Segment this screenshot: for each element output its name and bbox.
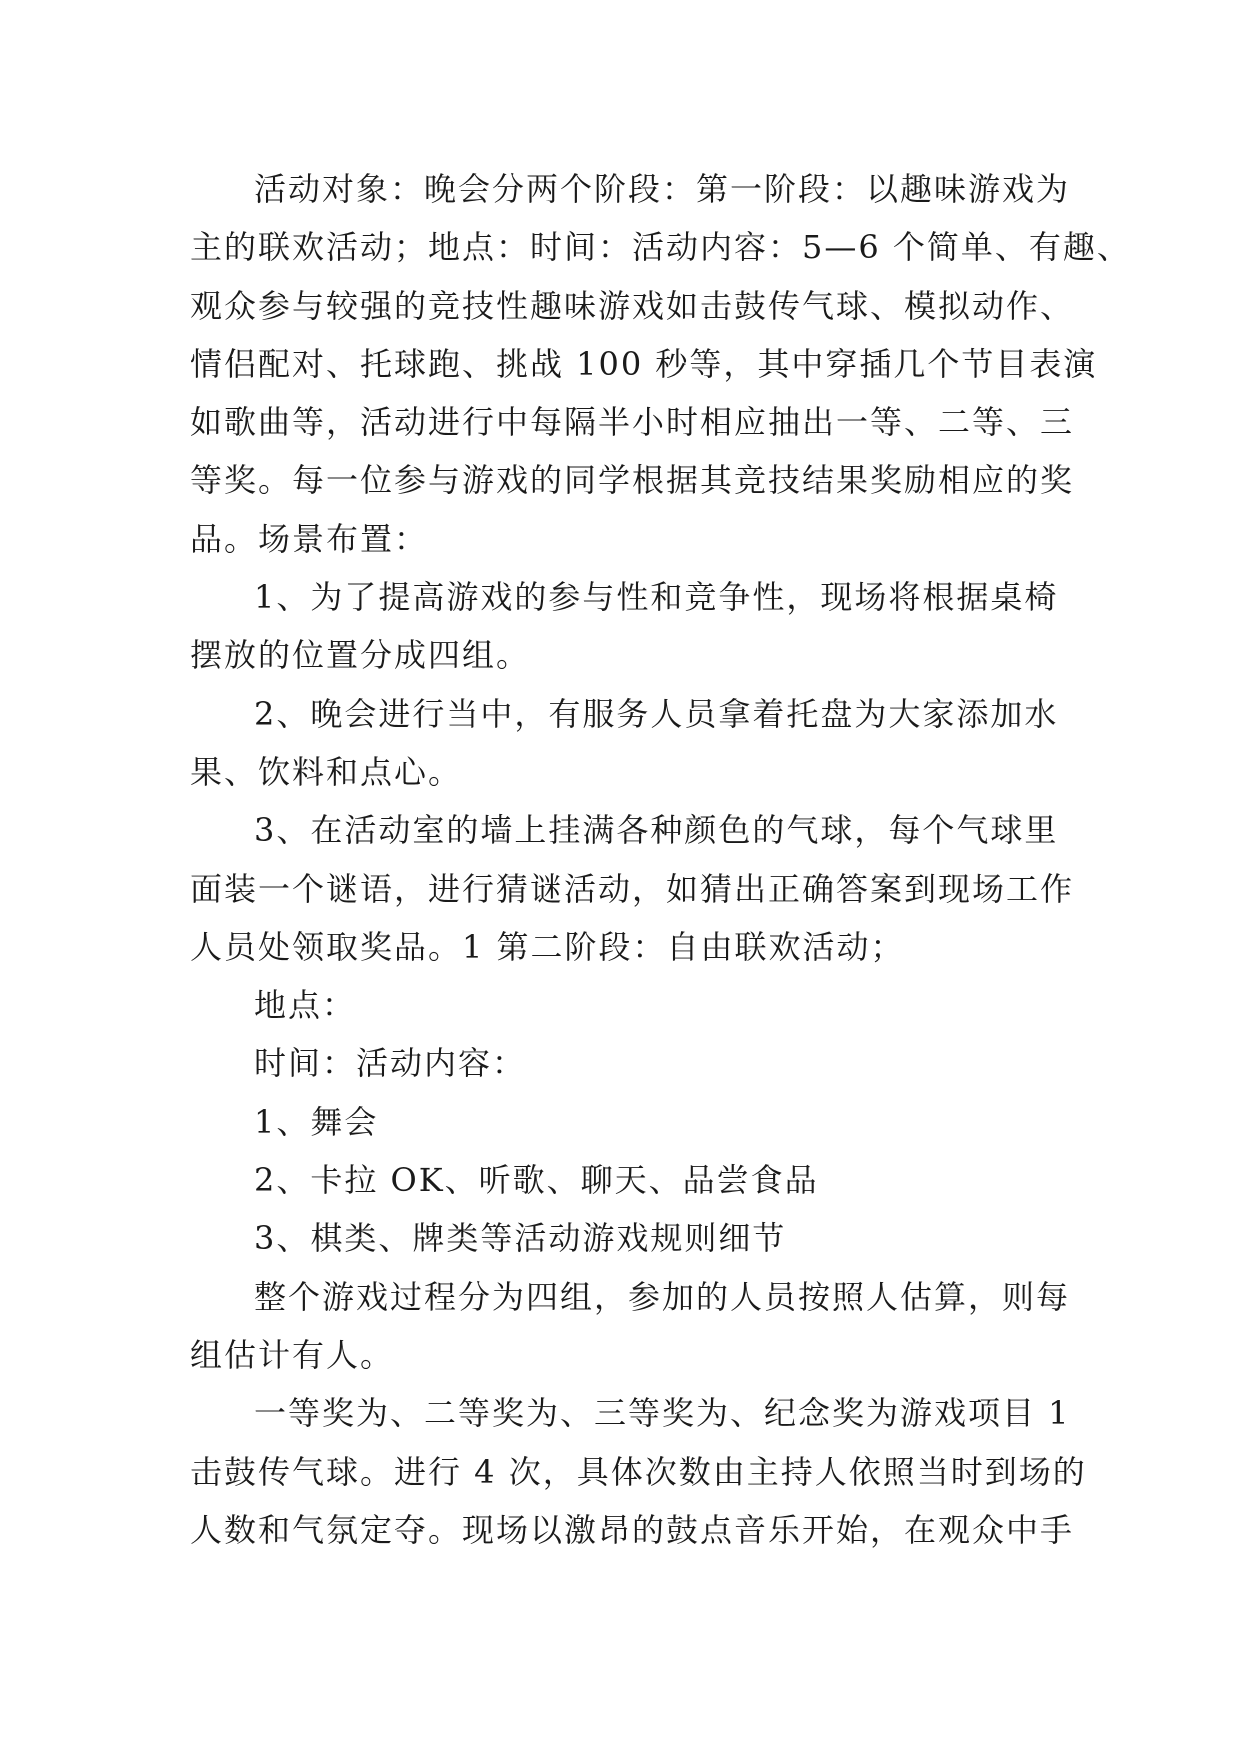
text-line: 2、卡拉 OK、听歌、聊天、品尝食品 bbox=[254, 1161, 819, 1200]
text-line: 如歌曲等，活动进行中每隔半小时相应抽出一等、二等、三 bbox=[190, 403, 1075, 442]
text-line: 整个游戏过程分为四组，参加的人员按照人估算，则每 bbox=[254, 1277, 1071, 1316]
text-line: 一等奖为、二等奖为、三等奖为、纪念奖为游戏项目 1 bbox=[254, 1394, 1071, 1433]
text-line: 品。场景布置： bbox=[190, 519, 429, 558]
body-text bbox=[190, 160, 1131, 1559]
text-line: 摆放的位置分成四组。 bbox=[190, 636, 531, 675]
text-line: 人员处领取奖品。1 第二阶段：自由联欢活动； bbox=[190, 927, 905, 966]
text-line: 1、为了提高游戏的参与性和竞争性，现场将根据桌椅 bbox=[254, 578, 1059, 617]
text-line: 主的联欢活动；地点：时间：活动内容：5—6 个简单、有趣、 bbox=[190, 228, 1131, 267]
text-line: 2、晚会进行当中，有服务人员拿着托盘为大家添加水 bbox=[254, 694, 1059, 733]
text-line: 观众参与较强的竞技性趣味游戏如击鼓传气球、模拟动作、 bbox=[190, 286, 1075, 325]
text-line: 活动对象：晚会分两个阶段：第一阶段：以趣味游戏为 bbox=[254, 170, 1071, 208]
text-line: 面装一个谜语，进行猜谜活动，如猜出正确答案到现场工作 bbox=[190, 869, 1075, 908]
text-line: 3、棋类、牌类等活动游戏规则细节 bbox=[254, 1219, 787, 1258]
text-line: 人数和气氛定夺。现场以激昂的鼓点音乐开始，在观众中手 bbox=[190, 1510, 1075, 1549]
text-line: 时间：活动内容： bbox=[254, 1044, 527, 1083]
text-line: 1、舞会 bbox=[254, 1102, 379, 1141]
text-line: 组估计有人。 bbox=[190, 1335, 395, 1374]
text-line: 情侣配对、托球跑、挑战 100 秒等，其中穿插几个节目表演 bbox=[190, 344, 1098, 383]
text-line: 地点： bbox=[254, 986, 357, 1025]
text-line: 3、在活动室的墙上挂满各种颜色的气球，每个气球里 bbox=[254, 811, 1059, 850]
text-line: 等奖。每一位参与游戏的同学根据其竞技结果奖励相应的奖 bbox=[190, 461, 1075, 500]
text-line: 击鼓传气球。进行 4 次，具体次数由主持人依照当时到场的 bbox=[190, 1452, 1087, 1491]
text-line: 果、饮料和点心。 bbox=[190, 752, 463, 791]
